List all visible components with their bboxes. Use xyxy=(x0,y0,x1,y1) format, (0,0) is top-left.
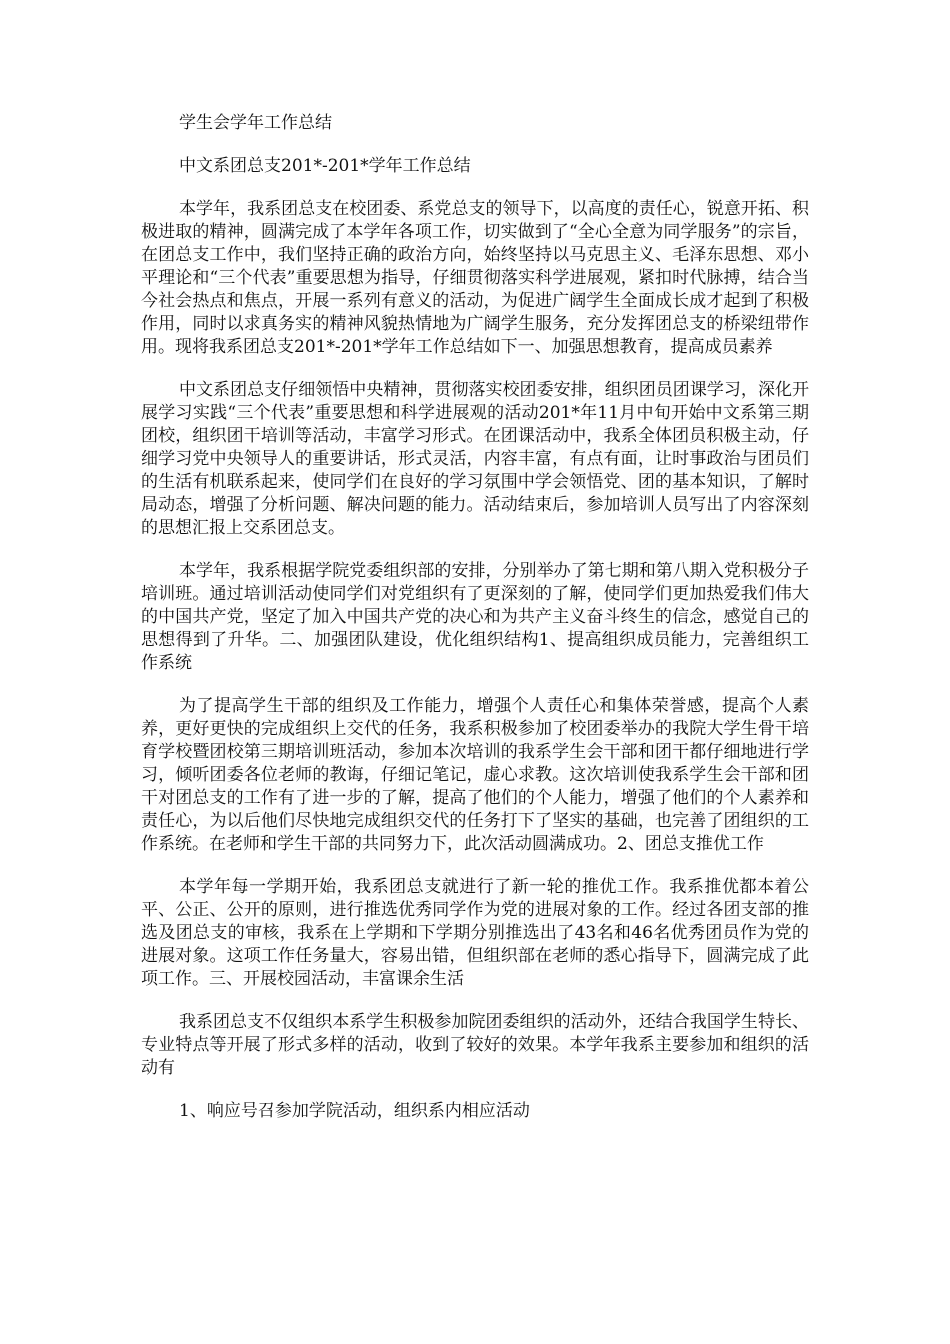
document-subtitle: 中文系团总支201*-201*学年工作总结 xyxy=(179,156,471,176)
paragraph-intro: 本学年，我系团总支在校团委、系党总支的领导下，以高度的责任心，锐意开拓、积极进取的精神，圆满完成了本学年各项工作，切实做到了“全心全意为同学服务”的宗旨，在团总支工作中，我们坚持正确的政治方向，始终坚持以马克思主义、毛泽东思想、邓小平理论和“三个代表”重要思想为指导，仔细贯彻落实科学进展观，紧扣时代脉搏，结合当今社会热点和焦点，开展一系列有意义的活动，为促进广阔学生全面成长成才起到了积极作用，同时以求真务实的精神风貌热情地为广阔学生服务，充分发挥团总支的桥梁纽带作用。现将我系团总支201*-201*学年工作总结如下一、加强思想教育，提高成员素养 xyxy=(141,199,809,357)
paragraph-activities: 我系团总支不仅组织本系学生积极参加院团委组织的活动外，还结合我国学生特长、专业特点等开展了形式多样的活动，收到了较好的效果。本学年我系主要参加和组织的活动有 xyxy=(141,1012,809,1078)
paragraph-cadre-training: 为了提高学生干部的组织及工作能力，增强个人责任心和集体荣誉感，提高个人素养，更好更快的完成组织上交代的任务，我系积极参加了校团委举办的我院大学生骨干培育学校暨团校第三期培训班活动，参加本次培训的我系学生会干部和团干都仔细地进行学习，倾听团委各位老师的教诲，仔细记笔记，虚心求教。这次培训使我系学生会干部和团干对团总支的工作有了进一步的了解，提高了他们的个人能力，增强了他们的个人素养和责任心，为以后他们尽快地完成组织交代的任务打下了坚实的基础，也完善了团组织的工作系统。在老师和学生干部的共同努力下，此次活动圆满成功。2、团总支推优工作 xyxy=(141,696,809,854)
document-page xyxy=(141,112,809,1123)
paragraph-ideology: 中文系团总支仔细领悟中央精神，贯彻落实校团委安排，组织团员团课学习，深化开展学习实践“三个代表”重要思想和科学进展观的活动201*年11月中旬开始中文系第三期团校，组织团干培训等活动，丰富学习形式。在团课活动中，我系全体团员积极主动，仔细学习党中央领导人的重要讲话，形式灵活，内容丰富，有点有面，让时事政治与团员们的生活有机联系起来，使同学们在良好的学习氛围中学会领悟党、团的基本知识，了解时局动态，增强了分析问题、解决问题的能力。活动结束后，参加培训人员写出了内容深刻的思想汇报上交系团总支。 xyxy=(141,380,809,538)
list-item-activity-1: 1、响应号召参加学院活动，组织系内相应活动 xyxy=(179,1101,530,1121)
paragraph-recommendation: 本学年每一学期开始，我系团总支就进行了新一轮的推优工作。我系推优都本着公平、公正、公开的原则，进行推选优秀同学作为党的进展对象的工作。经过各团支部的推选及团总支的审核，我系在上学期和下学期分别推选出了43名和46名优秀团员作为党的进展对象。这项工作任务量大，容易出错，但组织部在老师的悉心指导下，圆满完成了此项工作。三、开展校园活动，丰富课余生活 xyxy=(141,877,809,989)
paragraph-party-training: 本学年，我系根据学院党委组织部的安排，分别举办了第七期和第八期入党积极分子培训班。通过培训活动使同学们对党组织有了更深刻的了解，使同学们更加热爱我们伟大的中国共产党，坚定了加入中国共产党的决心和为共产主义奋斗终生的信念，感觉自己的思想得到了升华。二、加强团队建设，优化组织结构1、提高组织成员能力，完善组织工作系统 xyxy=(141,561,809,673)
document-title: 学生会学年工作总结 xyxy=(179,113,332,133)
